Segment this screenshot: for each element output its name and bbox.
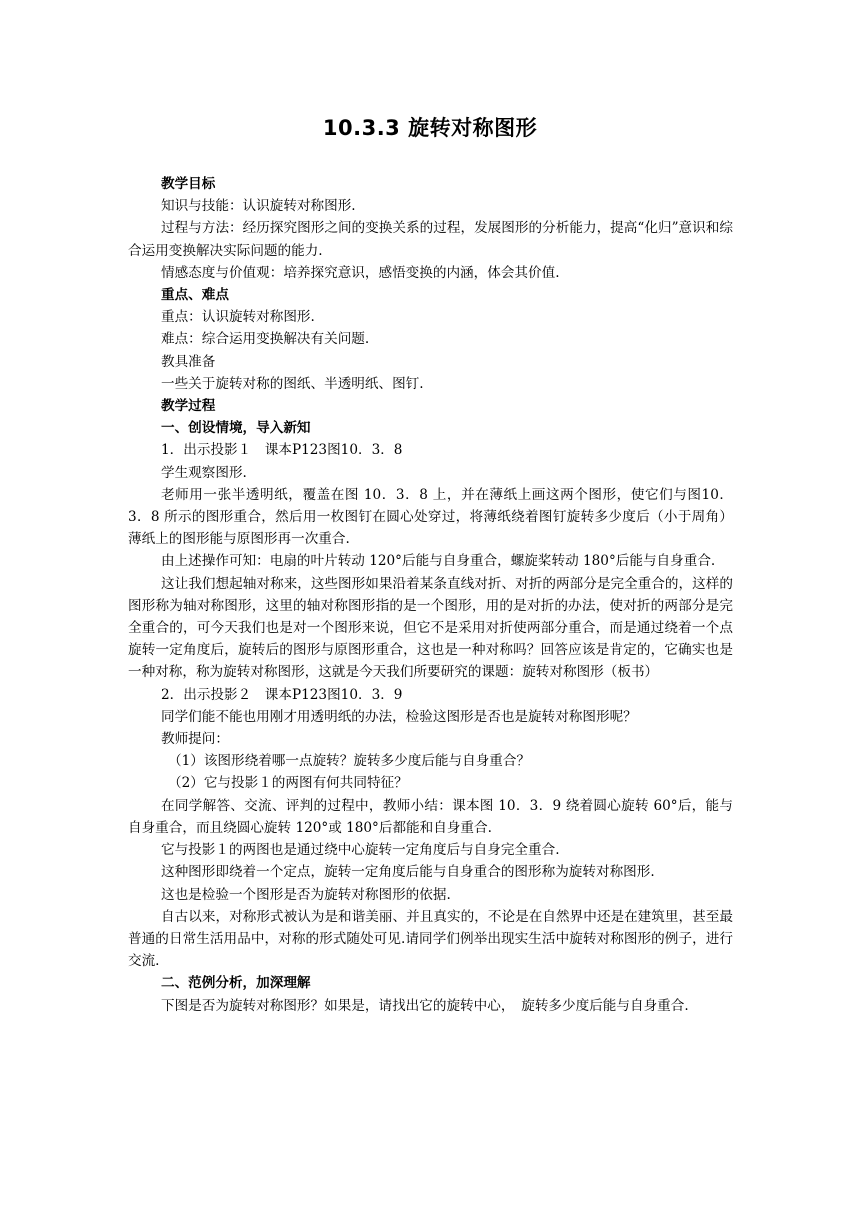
paragraph: 2．出示投影２ 课本P123图10．3．9 xyxy=(161,686,403,703)
paragraph: 它与投影１的两图也是通过绕中心旋转一定角度后与自身完全重合. xyxy=(161,842,560,859)
paragraph: 1．出示投影１ 课本P123图10．3．8 xyxy=(161,442,403,459)
paragraph: 这也是检验一个图形是否为旋转对称图形的依据. xyxy=(161,886,451,903)
paragraph: 学生观察图形. xyxy=(161,464,247,481)
paragraph: 同学们能不能也用刚才用透明纸的办法，检验这图形是否也是旋转对称图形呢？ xyxy=(161,708,637,725)
paragraph: （1）该图形绕着哪一点旋转？旋转多少度后能与自身重合？ xyxy=(168,753,531,770)
section-heading: 教学目标 xyxy=(161,176,216,192)
paragraph: 教具准备 xyxy=(161,353,216,370)
paragraph: 知识与技能：认识旋转对称图形. xyxy=(161,198,356,215)
paragraph: 老师用一张半透明纸，覆盖在图 10．3．8 上，并在薄纸上画这两个图形，使它们与图10．3．8 所示的图形重合，然后用一枚图钉在圆心处穿过，将薄纸绕着图钉旋转多少度后（小于周角）薄纸上的图形能与原图形再一次重合. xyxy=(128,486,733,548)
paragraph: 重点：认识旋转对称图形. xyxy=(161,309,315,326)
paragraph: 下图是否为旋转对称图形？如果是，请找出它的旋转中心， 旋转多少度后能与自身重合. xyxy=(161,997,689,1014)
document-body xyxy=(128,173,733,1017)
paragraph: 在同学解答、交流、评判的过程中，教师小结：课本图 10．3．9 绕着圆心旋转 60°后，能与自身重合，而且绕圆心旋转 120°或 180°后都能和自身重合. xyxy=(128,797,733,836)
paragraph: 过程与方法：经历探究图形之间的变换关系的过程，发展图形的分析能力，提高“化归”意识和综合运用变换解决实际问题的能力. xyxy=(128,220,733,259)
section-heading: 重点、难点 xyxy=(161,287,229,304)
paragraph: 教师提问： xyxy=(161,731,229,748)
paragraph: 由上述操作可知：电扇的叶片转动 120°后能与自身重合，螺旋桨转动 180°后能与自身重合. xyxy=(161,553,716,570)
section-heading: 教学过程 xyxy=(161,398,216,415)
paragraph: 难点：综合运用变换解决有关问题. xyxy=(161,331,370,348)
section-heading: 一、创设情境，导入新知 xyxy=(161,420,311,437)
paragraph: 这种图形即绕着一个定点，旋转一定角度后能与自身重合的图形称为旋转对称图形. xyxy=(161,864,655,881)
document-title: 10.3.3 旋转对称图形 xyxy=(322,116,538,140)
paragraph: 一些关于旋转对称的图纸、半透明纸、图钉. xyxy=(161,375,424,392)
paragraph: 这让我们想起轴对称来，这些图形如果沿着某条直线对折、对折的两部分是完全重合的，这样的图形称为轴对称图形，这里的轴对称图形指的是一个图形，用的是对折的办法，使对折的两部分是完全重合的，可今天我们也是对一个图形来说，但它不是采用对折使两部分重合，而是通过绕着一个点旋转一定角度后，旋转后的图形与原图形重合，这也是一种对称吗？回答应该是肯定的，它确实也是一种对称，称为旋转对称图形，这就是今天我们所要研究的课题：旋转对称图形（板书） xyxy=(128,575,733,681)
paragraph: 情感态度与价值观：培养探究意识，感悟变换的内涵，体会其价值. xyxy=(161,264,560,281)
paragraph: 自古以来，对称形式被认为是和谐美丽、并且真实的，不论是在自然界中还是在建筑里，甚至最普通的日常生活用品中，对称的形式随处可见.请同学们例举出现实生活中旋转对称图形的例子，进行交流. xyxy=(128,908,733,970)
section-heading: 二、范例分析，加深理解 xyxy=(161,975,311,992)
paragraph: （2）它与投影１的两图有何共同特征？ xyxy=(168,775,408,792)
